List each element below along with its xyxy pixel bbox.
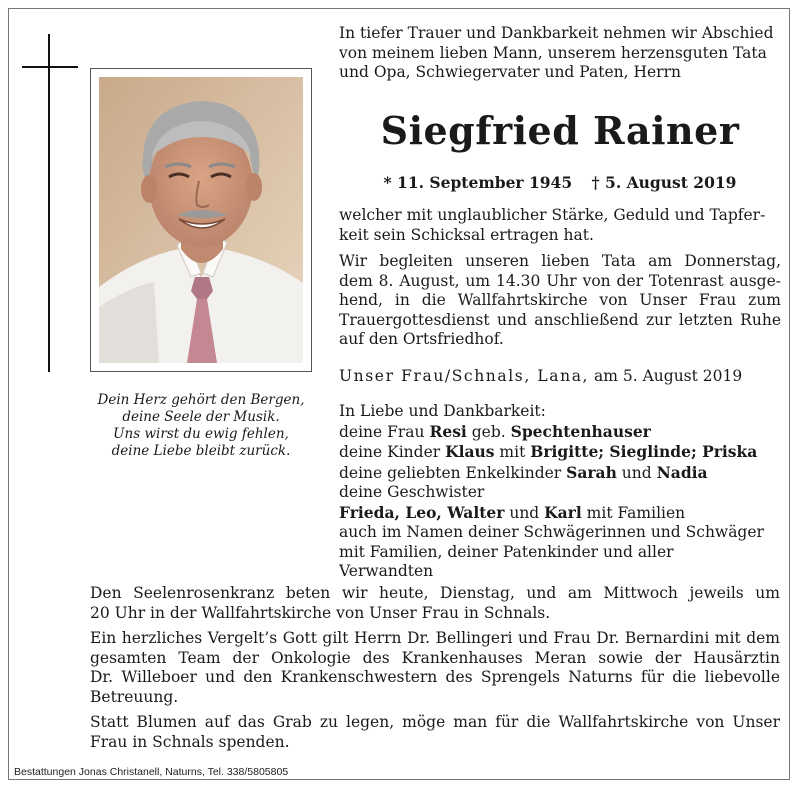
- text-line: 20 Uhr in der Wallfahrtskirche von Unser Frau in Schnals.: [90, 603, 551, 622]
- text-line: Wir begleiten unseren lieben Tata am Donnerstag,: [339, 252, 781, 270]
- cross-icon-horizontal: [22, 66, 78, 68]
- text-line: auf den Ortsfriedhof.: [339, 330, 504, 348]
- text-line: Trauergottesdienst und anschließend zur letzten Ruhe: [339, 310, 781, 329]
- family-list: [339, 402, 781, 582]
- portrait-photo: [99, 77, 303, 363]
- poem-line: deine Liebe bleibt zurück.: [111, 443, 291, 459]
- text-line: gesamten Team der Onkologie des Krankenhauses Meran sowie der Hausärztin: [90, 648, 780, 667]
- intro-line: von meinem lieben Mann, unserem herzensguten Tata: [339, 43, 767, 62]
- place: Unser Frau/Schnals, Lana,: [339, 367, 590, 385]
- intro-line: In tiefer Trauer und Dankbarkeit nehmen wir Abschied: [339, 24, 774, 42]
- text-line: welcher mit unglaublicher Stärke, Geduld und Tapfer-: [339, 206, 766, 224]
- text-line: Den Seelenrosenkranz beten wir heute, Dienstag, und am Mittwoch jeweils um: [90, 584, 780, 602]
- place-date: [339, 367, 781, 387]
- poem-line: deine Seele der Musik.: [122, 409, 280, 425]
- text-line: hend, in die Wallfahrtskirche von Unser Frau zum: [339, 291, 781, 309]
- poem-line: Uns wirst du ewig fehlen,: [113, 426, 289, 442]
- poem-line: Dein Herz gehört den Bergen,: [97, 392, 305, 408]
- thanks-text: [90, 629, 780, 707]
- text-line: Betreuung.: [90, 687, 179, 706]
- notice-date: am 5. August 2019: [594, 367, 743, 385]
- birth-date: * 11. September 1945: [383, 173, 573, 192]
- cross-icon-vertical: [48, 34, 50, 372]
- family-line: deine geliebten Enkelkinder Sarah und Nadia: [339, 462, 708, 482]
- family-line: Verwandten: [339, 562, 434, 580]
- life-dates: [339, 173, 781, 192]
- family-line: auch im Namen deiner Schwägerinnen und Schwäger: [339, 523, 764, 541]
- text-line: Frau in Schnals spenden.: [90, 732, 290, 751]
- poem: [90, 392, 312, 460]
- strength-text: [339, 206, 781, 245]
- text-line: Dr. Willeboer und den Krankenschwestern des Sprengels Naturns für die liebevolle: [90, 668, 780, 686]
- death-date: † 5. August 2019: [591, 173, 737, 192]
- family-line: deine Frau Resi geb. Spechtenhauser: [339, 421, 651, 441]
- portrait-illustration: [99, 77, 303, 363]
- portrait-frame: [90, 68, 312, 372]
- intro-line: und Opa, Schwiegervater und Paten, Herrn: [339, 63, 681, 81]
- text-line: Statt Blumen auf das Grab zu legen, möge man für die Wallfahrtskirche von Unser: [90, 713, 780, 731]
- text-line: dem 8. August, um 14.30 Uhr von der Totenrast ausge-: [339, 271, 781, 290]
- family-line: In Liebe und Dankbarkeit:: [339, 402, 546, 420]
- family-line: mit Familien, deiner Patenkinder und aller: [339, 542, 674, 561]
- funeral-home-footer: Bestattungen Jonas Christanell, Naturns, Tel. 338/5805805: [14, 766, 289, 778]
- intro-text: [339, 24, 781, 83]
- funeral-text: [339, 252, 781, 350]
- family-line: Frieda, Leo, Walter und Karl mit Familien: [339, 502, 686, 522]
- deceased-name: Siegfried Rainer: [380, 108, 740, 153]
- family-line: deine Kinder Klaus mit Brigitte; Sieglinde; Priska: [339, 442, 758, 461]
- family-line: deine Geschwister: [339, 483, 485, 501]
- rosary-text: [90, 584, 780, 623]
- text-line: Ein herzliches Vergelt’s Gott gilt Herrn Dr. Bellingeri und Frau Dr. Bernardini mit dem: [90, 629, 780, 647]
- flowers-text: [90, 713, 780, 752]
- text-line: keit sein Schicksal ertragen hat.: [339, 225, 594, 244]
